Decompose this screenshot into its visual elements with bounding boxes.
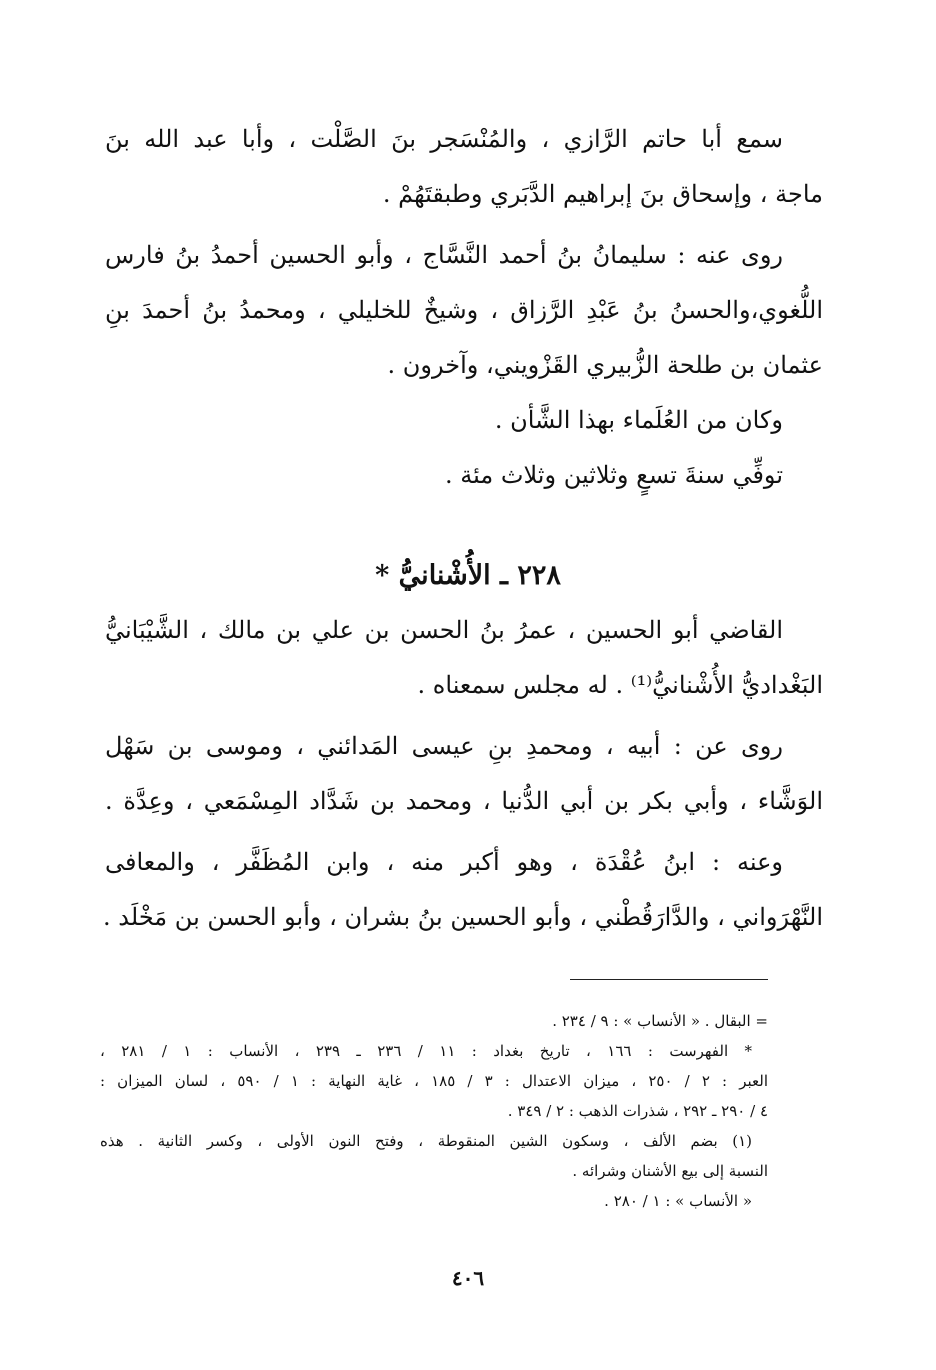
text-line: الوَشَّاء ، وأبي بكر بن أبي الدُّنيا ، ومحمد بن شَدَّاد المِسْمَعي ، وعِدَّة . <box>105 787 823 815</box>
entry-paragraph-1 <box>105 603 823 713</box>
text-line: توفِّي سنةَ تسعٍ وثلاثين وثلاث مئة . <box>445 461 783 489</box>
footnotes <box>100 1006 768 1216</box>
text-line: روى عن : أبيه ، ومحمدِ بنِ عيسى المَدائني ، وموسى بن سَهْل <box>105 732 783 760</box>
previous-entry-paragraph-1 <box>105 112 823 222</box>
text-line: وعنه : ابنُ عُقْدَة ، وهو أكبر منه ، وابن المُظَفَّر ، والمعافى <box>105 848 783 876</box>
previous-entry-paragraph-3 <box>105 393 823 448</box>
text-line: النَّهْرَواني ، والدَّارَقُطْني ، وأبو الحسين بنُ بشران ، وأبو الحسن بن مَخْلَد . <box>103 903 823 931</box>
footnote-line: النسبة إلى بيع الأشنان وشرائه . <box>572 1162 768 1180</box>
entry-paragraph-2 <box>105 719 823 829</box>
footnote-separator <box>570 979 768 980</box>
footnote-line: = البقال . « الأنساب » : ٩ / ٢٣٤ . <box>552 1012 768 1030</box>
footnote-line: * الفهرست : ١٦٦ ، تاريخ بغداد : ١١ / ٢٣٦ ـ ٢٣٩ ، الأنساب : ١ / ٢٨١ ، <box>100 1042 753 1060</box>
main-text <box>105 112 823 503</box>
text-line: القاضي أبو الحسين ، عمرُ بنُ الحسن بن علي بن مالك ، الشَّيْبَانيُّ <box>105 616 783 644</box>
page-number: ٤٠٦ <box>451 1266 485 1290</box>
text-line: وكان من العُلَماء بهذا الشَّأن . <box>494 406 783 434</box>
footnote-line: العبر : ٢ / ٢٥٠ ، ميزان الاعتدال : ٣ / ١٨٥ ، غاية النهاية : ١ / ٥٩٠ ، لسان الميزان : <box>100 1072 769 1090</box>
footnote-line: (١) بضم الألف ، وسكون الشين المنقوطة ، وفتح النون الأولى ، وكسر الثانية . هذه <box>100 1132 752 1150</box>
text-line: عثمان بن طلحة الزُّبيري القَزْويني، وآخرون . <box>387 351 823 379</box>
footnote-line: ٤ / ٢٩٠ ـ ٢٩٢ ، شذرات الذهب : ٢ / ٣٤٩ . <box>507 1102 768 1120</box>
text-line: روى عنه : سليمانُ بنُ أحمد النَّسَّاج ، وأبو الحسين أحمدُ بنُ فارس <box>105 241 783 269</box>
previous-entry-paragraph-2 <box>105 228 823 393</box>
text-line: ماجة ، وإسحاق بنَ إبراهيم الدَّبَري وطبقتَهُمْ . <box>382 180 823 208</box>
footnote-line: « الأنساب » : ١ / ٢٨٠ . <box>604 1192 752 1210</box>
entry-heading: ٢٢٨ ـ الأُشْنانيُّ * <box>375 560 561 591</box>
text-line: اللُّغوي،والحسنُ بنُ عَبْدِ الرَّزاق ، وشيخٌ للخليلي ، ومحمدُ بنُ أحمدَ بنِ <box>105 296 823 324</box>
text-line: سمع أبا حاتم الرَّازي ، والمُنْسَجر بنَ الصَّلْت ، وأبا عبد الله بنَ <box>105 125 783 153</box>
text-line: البَغْداديُّ الأُشْنانيُّ⁽¹⁾ . له مجلس سمعناه . <box>417 671 823 699</box>
entry-text <box>105 603 823 945</box>
entry-paragraph-3 <box>105 835 823 945</box>
previous-entry-paragraph-4 <box>105 448 823 503</box>
